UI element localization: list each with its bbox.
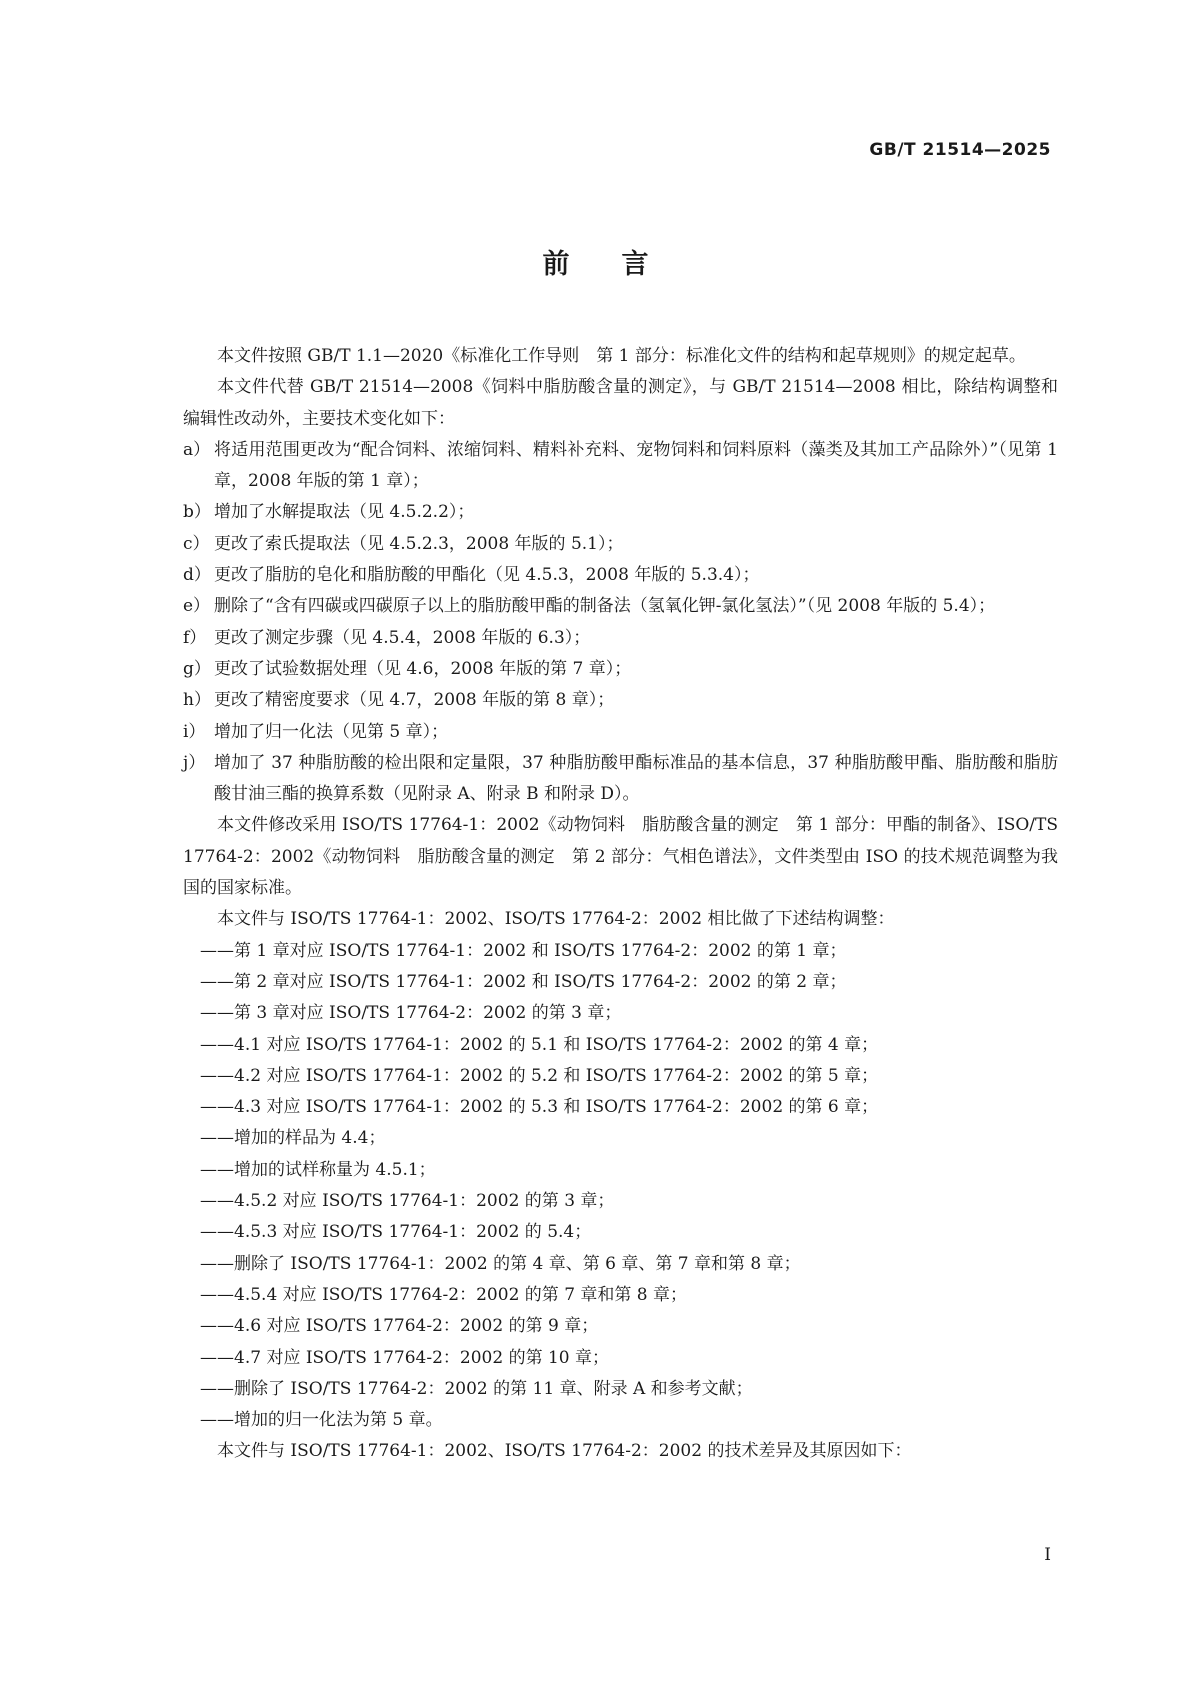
dash-list-item: ——4.5.4 对应 ISO/TS 17764-2：2002 的第 7 章和第 8 章； (200, 1284, 688, 1305)
dash-list-item: ——删除了 ISO/TS 17764-2：2002 的第 11 章、附录 A 和参考文献； (200, 1378, 753, 1399)
dash-list-item: ——4.5.3 对应 ISO/TS 17764-1：2002 的 5.4； (200, 1222, 592, 1243)
dash-list-item: ——增加的归一化法为第 5 章。 (200, 1410, 443, 1431)
list-item (183, 685, 1058, 716)
list-item-text: 删除了“含有四碳或四碳原子以上的脂肪酸甲酯的制备法（氢氧化钾-氯化氢法）”（见 2008 年版的 5.4）； (214, 596, 996, 617)
dash-list-item: ——4.2 对应 ISO/TS 17764-1：2002 的 5.2 和 ISO/TS 17764-2：2002 的第 5 章； (200, 1065, 879, 1086)
list-item (183, 591, 1058, 622)
list-item-text: 增加了 37 种脂肪酸的检出限和定量限，37 种脂肪酸甲酯标准品的基本信息，37 种脂肪酸甲酯、脂肪酸和脂肪酸甘油三酯的换算系数（见附录 A、附录 B 和附录 D）。 (214, 752, 1058, 805)
list-marker: i） (183, 721, 206, 742)
list-item-text: 更改了测定步骤（见 4.5.4，2008 年版的 6.3）； (214, 627, 591, 648)
list-item-text: 将适用范围更改为“配合饲料、浓缩饲料、精料补充料、宠物饲料和饲料原料（藻类及其加工产品除外）”（见第 1 章，2008 年版的第 1 章）； (214, 439, 1058, 492)
list-item-text: 更改了精密度要求（见 4.7，2008 年版的第 8 章）； (214, 690, 615, 711)
technical-changes-list (183, 435, 1058, 811)
paragraph-structure-intro: 本文件与 ISO/TS 17764-1：2002、ISO/TS 17764-2：2002 相比做了下述结构调整： (217, 909, 895, 930)
list-item-text: 更改了索氏提取法（见 4.5.2.3，2008 年版的 5.1）； (214, 533, 624, 554)
paragraph-technical-differences: 本文件与 ISO/TS 17764-1：2002、ISO/TS 17764-2：2002 的技术差异及其原因如下： (217, 1441, 912, 1462)
list-item (183, 497, 1058, 528)
list-item (183, 717, 1058, 748)
dash-list-item: ——4.6 对应 ISO/TS 17764-2：2002 的第 9 章； (200, 1316, 599, 1337)
dash-list-item: ——删除了 ISO/TS 17764-1：2002 的第 4 章、第 6 章、第 7 章和第 8 章； (200, 1253, 801, 1274)
structure-changes-list (183, 936, 1058, 1437)
list-item (183, 623, 1058, 654)
dash-list-item: ——4.5.2 对应 ISO/TS 17764-1：2002 的第 3 章； (200, 1191, 615, 1212)
list-item-text: 更改了脂肪的皂化和脂肪酸的甲酯化（见 4.5.3，2008 年版的 5.3.4）； (214, 565, 760, 586)
list-item (183, 748, 1058, 811)
paragraph-replacement: 本文件代替 GB/T 21514—2008《饲料中脂肪酸含量的测定》，与 GB/T 21514—2008 相比，除结构调整和编辑性改动外，主要技术变化如下： (183, 377, 1058, 429)
list-marker: h） (183, 690, 211, 711)
list-marker: g） (183, 658, 211, 679)
dash-list-item: ——第 1 章对应 ISO/TS 17764-1：2002 和 ISO/TS 17764-2：2002 的第 1 章； (200, 940, 847, 961)
list-item (183, 435, 1058, 498)
list-item (183, 654, 1058, 685)
standard-code: GB/T 21514—2025 (869, 140, 1051, 160)
dash-list-item: ——4.7 对应 ISO/TS 17764-2：2002 的第 10 章； (200, 1347, 610, 1368)
paragraph-adoption: 本文件修改采用 ISO/TS 17764-1：2002《动物饲料 脂肪酸含量的测定 第 1 部分：甲酯的制备》、ISO/TS 17764-2：2002《动物饲料 脂肪酸含量的测定 第 2 部分：气相色谱法》，文件类型由 ISO 的技术规范调整为我国的国家标准。 (183, 815, 1058, 899)
list-marker: e） (183, 596, 211, 617)
paragraph-drafting-basis: 本文件按照 GB/T 1.1—2020《标准化工作导则 第 1 部分：标准化文件的结构和起草规则》的规定起草。 (217, 346, 1026, 366)
list-item (183, 560, 1058, 591)
list-item-text: 更改了试验数据处理（见 4.6，2008 年版的第 7 章）； (214, 658, 632, 679)
list-item-text: 增加了水解提取法（见 4.5.2.2）； (214, 502, 475, 523)
list-marker: c） (183, 533, 210, 554)
list-item-text: 增加了归一化法（见第 5 章）； (214, 721, 449, 742)
dash-list-item: ——增加的试样称量为 4.5.1； (200, 1159, 436, 1180)
list-marker: f） (183, 627, 207, 648)
dash-list-item: ——4.1 对应 ISO/TS 17764-1：2002 的 5.1 和 ISO/TS 17764-2：2002 的第 4 章； (200, 1034, 879, 1055)
list-marker: d） (183, 565, 211, 586)
dash-list-item: ——增加的样品为 4.4； (200, 1128, 386, 1149)
dash-list-item: ——第 2 章对应 ISO/TS 17764-1：2002 和 ISO/TS 17764-2：2002 的第 2 章； (200, 971, 847, 992)
page-number: I (1044, 1545, 1051, 1565)
list-marker: j） (183, 752, 206, 773)
foreword-body (183, 341, 1058, 1468)
list-item (183, 529, 1058, 560)
page-title: 前言 (542, 249, 701, 280)
dash-list-item: ——第 3 章对应 ISO/TS 17764-2：2002 的第 3 章； (200, 1003, 622, 1024)
list-marker: b） (183, 502, 211, 523)
dash-list-item: ——4.3 对应 ISO/TS 17764-1：2002 的 5.3 和 ISO/TS 17764-2：2002 的第 6 章； (200, 1097, 879, 1118)
list-marker: a） (183, 439, 211, 460)
